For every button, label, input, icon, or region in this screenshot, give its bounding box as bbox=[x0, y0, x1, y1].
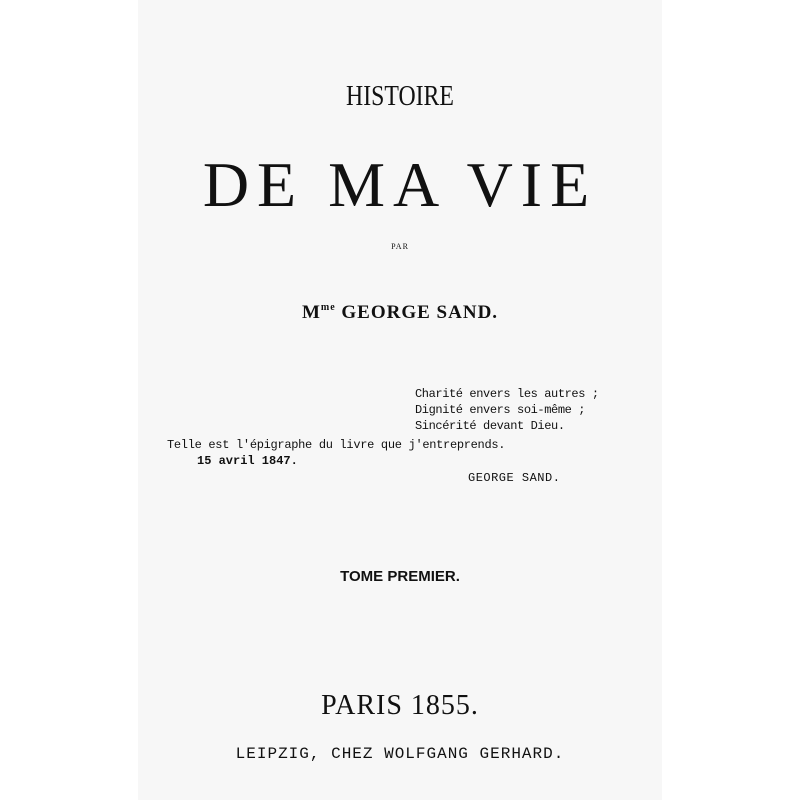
epigraph-date: 15 avril 1847. bbox=[197, 454, 298, 468]
epigraph-line-3: Sincérité devant Dieu. bbox=[415, 419, 565, 433]
epigraph-signature: GEORGE SAND. bbox=[468, 471, 561, 485]
author-name-line bbox=[138, 302, 662, 324]
title-line-1: HISTOIRE bbox=[346, 80, 454, 112]
title-page bbox=[138, 0, 662, 800]
volume-label: TOME PREMIER. bbox=[340, 568, 460, 585]
epigraph-commentary: Telle est l'épigraphe du livre que j'entreprends. bbox=[167, 438, 506, 452]
epigraph-line-1: Charité envers les autres ; bbox=[415, 387, 599, 401]
imprint-publisher: LEIPZIG, CHEZ WOLFGANG GERHARD. bbox=[235, 745, 565, 763]
epigraph-line-2: Dignité envers soi-même ; bbox=[415, 403, 586, 417]
author-name: GEORGE SAND. bbox=[341, 302, 499, 323]
byline-par: PAR bbox=[391, 242, 409, 251]
author-prefix: M bbox=[301, 302, 321, 323]
title-line-2: DE MA VIE bbox=[202, 149, 598, 220]
imprint-city-year: PARIS 1855. bbox=[321, 690, 479, 721]
author-prefix-sup: me bbox=[320, 302, 336, 313]
